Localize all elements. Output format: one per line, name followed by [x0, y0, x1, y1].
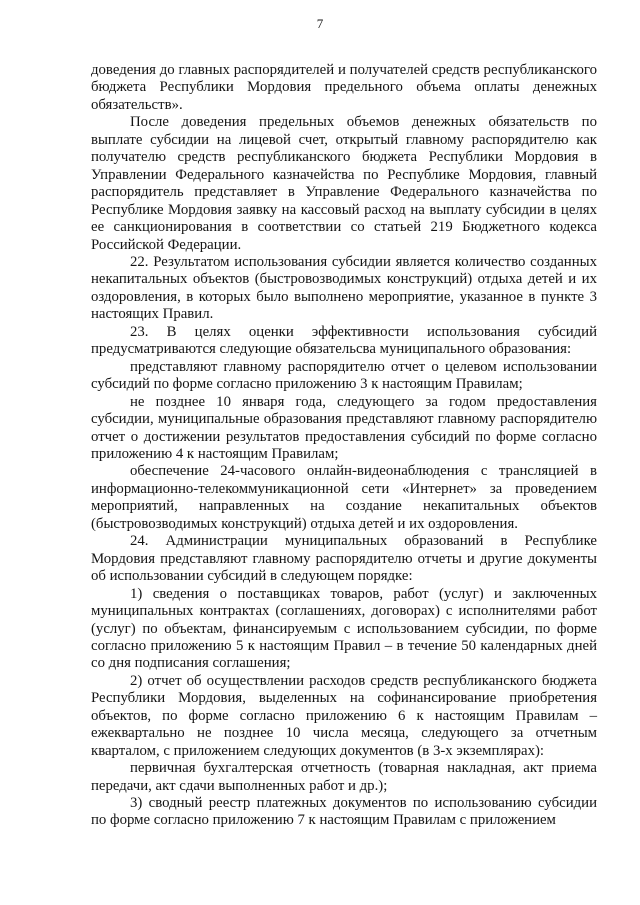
paragraph-continuation: доведения до главных распорядителей и получателей средств республиканского бюджета Республики Мордовия предельного объема оплаты денежных обязательств». [91, 62, 597, 113]
paragraph-23-item-3: обеспечение 24-часового онлайн-видеонаблюдения с трансляцией в информационно-телекоммуникационной сети «Интернет» за проведением мероприятий, направленных на создание некапитальных объектов (быстровозводимых конструкций) отдыха детей и их оздоровления. [91, 463, 597, 532]
paragraph-23-item-1: представляют главному распорядителю отчет о целевом использовании субсидий по форме согласно приложению 3 к настоящим Правилам; [91, 358, 597, 393]
paragraph-24-item-3: 3) сводный реестр платежных документов по использованию субсидии по форме согласно приложению 7 к настоящим Правилам с приложением [91, 795, 597, 829]
paragraph-24-item-2: 2) отчет об осуществлении расходов средств республиканского бюджета Республики Мордовия, выделенных на софинансирование приобретения объектов, по форме согласно приложению 6 к настоящим Правилам – ежеквартально не позднее 10 числа месяца, следующего за отчетным кварталом, с приложением следующих документов (в 3-х экземплярах): [91, 672, 597, 759]
page-number: 7 [316, 16, 324, 31]
paragraph-22: 22. Результатом использования субсидии является количество созданных некапитальных объектов (быстровозводимых конструкций) отдыха детей и их оздоровления, в которых было выполнено мероприятие, указанное в пункте 3 настоящих Правил. [91, 253, 597, 323]
paragraph-23: 23. В целях оценки эффективности использования субсидий предусматриваются следующие обязательсва муниципального образования: [91, 323, 597, 358]
paragraph-after-limits: После доведения предельных объемов денежных обязательств по выплате субсидии на лицевой счет, открытый главному распорядителю как получателю средств республиканского бюджета Республики Мордовия в Управлении Федерального казначейства по Республике Мордовия, главный распорядитель представляет в Управление Федерального казначейства по Республике Мордовия заявку на кассовый расход на выплату субсидии в целях ее санкционирования в соответствии со статьей 219 Бюджетного кодекса Российской Федерации. [91, 114, 597, 253]
document-body [91, 62, 597, 830]
paragraph-24-item-1: 1) сведения о поставщиках товаров, работ (услуг) и заключенных муниципальных контрактах (соглашениях, договорах) с исполнителями работ (услуг) по объектам, финансируемым с использованием субсидии, по форме согласно приложению 5 к настоящим Правил – в течение 50 календарных дней со дня подписания соглашения; [91, 585, 597, 672]
paragraph-24-item-2-doc: первичная бухгалтерская отчетность (товарная накладная, акт приема передачи, акт сдачи выполненных работ и др.); [91, 760, 597, 794]
paragraph-23-item-2: не позднее 10 января года, следующего за годом предоставления субсидии, муниципальные образования представляют главному распорядителю отчет о достижении результатов предоставления субсидий по форме согласно приложению 4 к настоящим Правилам; [91, 393, 597, 462]
paragraph-24: 24. Администрации муниципальных образований в Республике Мордовия представляют главному распорядителю отчеты и другие документы об использовании субсидий в следующем порядке: [91, 533, 597, 585]
